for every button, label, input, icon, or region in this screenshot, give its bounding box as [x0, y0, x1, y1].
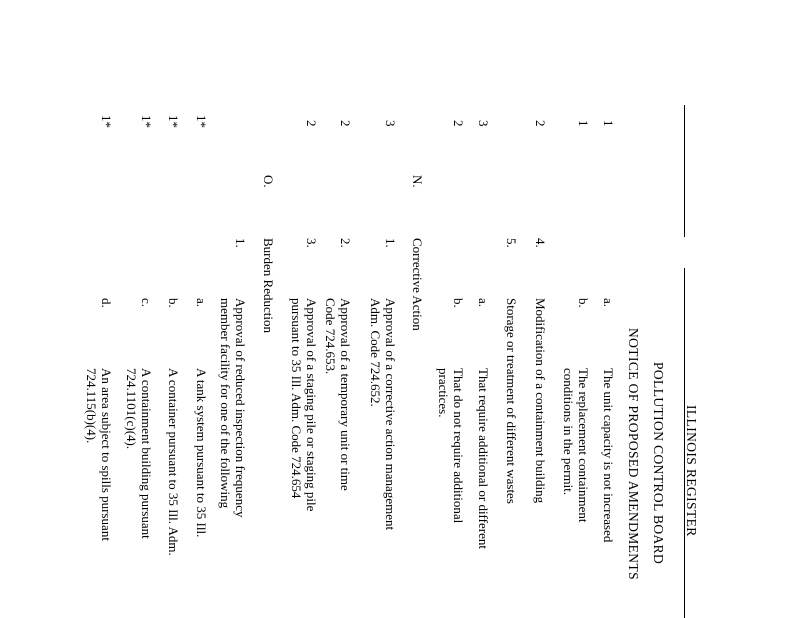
top-rule-left: [684, 105, 685, 237]
item-number: 2.: [338, 238, 353, 248]
line-approval-cam-2: Adm. Code 724.652.: [368, 298, 383, 407]
item-number: 1.: [383, 238, 398, 248]
line-approval-temp-2: Code 724.653.: [323, 298, 338, 375]
line-require-additional: That require additional or different: [476, 368, 491, 549]
line-replacement-2: conditions in the permit.: [561, 368, 576, 496]
item-letter: a.: [476, 298, 491, 308]
line-containment-1: A containment building pursuant: [139, 368, 154, 539]
line-containment-2: 724.1101(c)(4).: [124, 368, 139, 450]
left-number: 2: [304, 120, 319, 127]
section-letter-n: N.: [410, 175, 425, 188]
left-number: 1*: [139, 115, 154, 128]
line-reduced-1: Approval of reduced inspection frequency: [233, 298, 248, 518]
notice-header: NOTICE OF PROPOSED AMENDMENTS: [626, 328, 641, 581]
board-header: POLLUTION CONTROL BOARD: [651, 362, 666, 565]
register-header: ILLINOIS REGISTER: [684, 405, 699, 537]
left-number: 2: [338, 120, 353, 127]
line-modification: Modification of a containment building: [533, 298, 548, 504]
item-letter: d.: [99, 298, 114, 308]
item-letter: b.: [451, 298, 466, 308]
item-number: 1.: [233, 238, 248, 248]
line-spills-1: An area subject to spills pursuant: [99, 368, 114, 541]
left-number: 1: [601, 120, 616, 127]
line-approval-staging-1: Approval of a staging pile or staging pile: [304, 298, 319, 512]
heading-corrective-action: Corrective Action: [410, 238, 425, 331]
left-number: 1: [576, 120, 591, 127]
line-replacement-1: The replacement containment: [576, 368, 591, 523]
line-tank-system: A tank system pursuant to 35 Ill.: [194, 368, 209, 538]
left-number: 3: [383, 120, 398, 127]
item-number: 4.: [533, 238, 548, 248]
item-letter: a.: [601, 298, 616, 308]
line-storage: Storage or treatment of different wastes: [504, 298, 519, 504]
line-not-require-1: That do not require additional: [451, 368, 466, 524]
item-letter: a.: [194, 298, 209, 308]
item-letter: c.: [139, 298, 154, 308]
line-approval-temp-1: Approval of a temporary unit or time: [338, 298, 353, 491]
line-approval-staging-2: pursuant to 35 Ill. Adm. Code 724.654: [289, 298, 304, 499]
line-spills-2: 724.115(b)(4).: [84, 368, 99, 444]
line-unit-capacity: The unit capacity is not increased: [601, 368, 616, 543]
left-number: 1*: [166, 115, 181, 128]
left-number: 3: [476, 120, 491, 127]
item-letter: b.: [576, 298, 591, 308]
left-number: 1*: [99, 115, 114, 128]
line-container: A container pursuant to 35 Ill. Adm.: [166, 368, 181, 556]
item-letter: b.: [166, 298, 181, 308]
section-letter-o: O.: [261, 175, 276, 188]
left-number: 2: [533, 120, 548, 127]
line-reduced-2: member facility for one of the following: [218, 298, 233, 509]
line-not-require-2: practices.: [436, 368, 451, 418]
line-approval-cam-1: Approval of a corrective action management: [383, 298, 398, 531]
left-number: 2: [451, 120, 466, 127]
item-number: 5.: [504, 238, 519, 248]
left-number: 1*: [194, 115, 209, 128]
heading-burden-reduction: Burden Reduction: [261, 238, 276, 333]
item-number: 3.: [304, 238, 319, 248]
